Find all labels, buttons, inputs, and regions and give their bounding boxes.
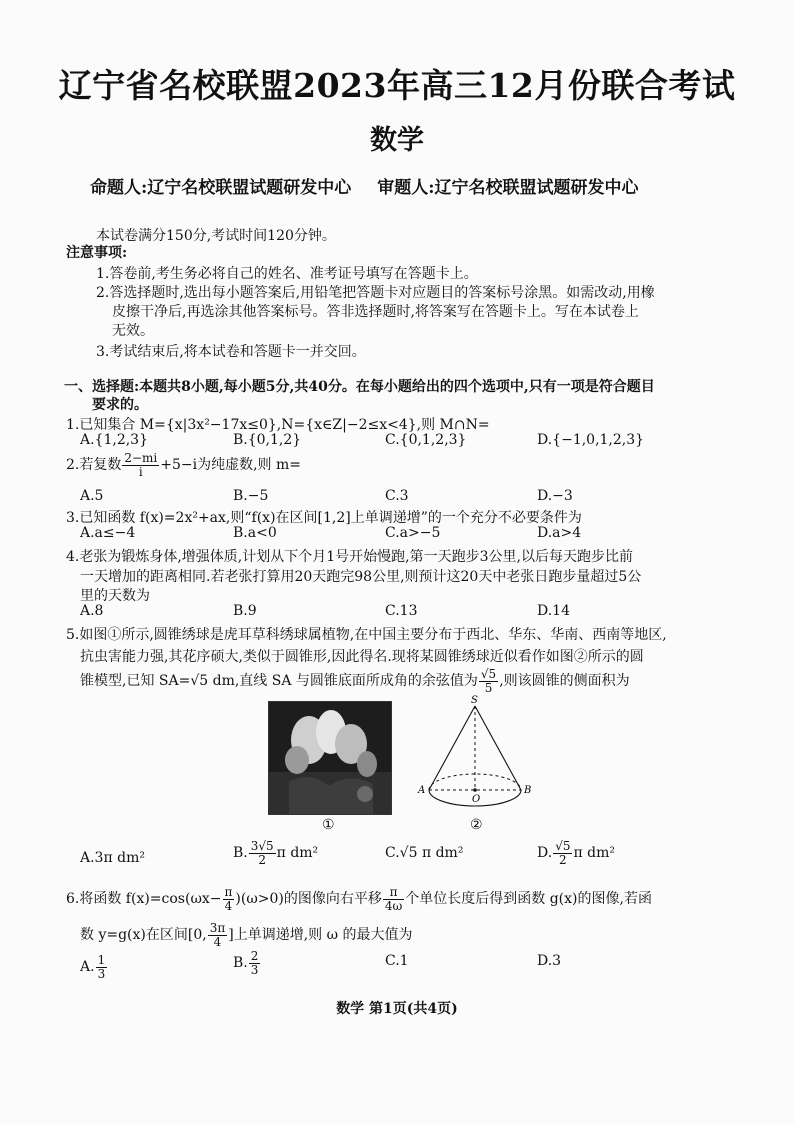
figure-2-label: ②: [470, 817, 483, 833]
q5-d-den: 2: [559, 852, 567, 867]
q2-option-b: B.−5: [233, 488, 269, 504]
q3-option-c: C.a>−5: [385, 525, 441, 541]
q5-option-a: A.3π dm²: [80, 850, 145, 866]
q6-b-num: 2: [250, 949, 259, 963]
notes-heading: 注意事项:: [66, 245, 128, 261]
q2-fraction: [122, 452, 159, 478]
q5-d-label: D.: [537, 845, 553, 862]
q5-option-c: C.√5 π dm²: [385, 845, 464, 861]
note-3: 3.考试结束后,将本试卷和答题卡一并交回。: [96, 344, 366, 360]
q2-frac-den: i: [138, 464, 143, 479]
page-footer: 数学 第1页(共4页): [336, 1001, 458, 1017]
q3-option-a: A.a≤−4: [80, 525, 136, 541]
q6-line1: [66, 886, 652, 912]
note-2-line1: 2.答选择题时,选出每小题答案后,用铅笔把答题卡对应题目的答案标号涂黑。如需改动,用橡: [96, 285, 655, 301]
q6-interval-num: 3π: [209, 921, 226, 935]
section-heading: 一、选择题:本题共8小题,每小题5分,共40分。在每小题给出的四个选项中,只有一项是符合题目: [64, 379, 655, 395]
authors-line: [90, 173, 639, 198]
q6-a-fraction: [96, 954, 108, 980]
q5-option-d: [537, 840, 615, 866]
q6-line2: [80, 922, 412, 948]
q6-shift-fraction: [383, 886, 404, 912]
q5-b-label: B.: [233, 845, 248, 862]
q5-b-den: 2: [258, 852, 267, 867]
q5-line3-pre: 锥模型,已知 SA=√5 dm,直线 SA 与圆锥底面所成角的余弦值为: [80, 673, 478, 690]
note-2-line3: 无效。: [112, 323, 154, 339]
q2-suffix: +5−i为纯虚数,则 m=: [160, 457, 302, 474]
q4-line2: 一天增加的距离相同.若老张打算用20天跑完98公里,则预计这20天中老张日跑步量超过5公: [80, 569, 642, 585]
q5-d-fraction: [553, 840, 572, 866]
note-2-line2: 皮擦干净后,再选涂其他答案标号。答非选择题时,将答案写在答题卡上。写在本试卷上: [112, 304, 639, 320]
section-heading-cont: 要求的。: [92, 397, 148, 413]
cone-label-o: O: [472, 794, 481, 805]
q4-line3: 里的天数为: [80, 588, 150, 604]
q6-l1-b: )(ω>0)的图像向右平移: [235, 891, 382, 908]
q4-option-c: C.13: [385, 603, 418, 619]
q6-shift-den: 4ω: [384, 898, 403, 913]
q6-phase-num: π: [224, 885, 233, 899]
exam-title: 辽宁省名校联盟2023年高三12月份联合考试: [58, 66, 736, 105]
q6-l2-a: 数 y=g(x)在区间[0,: [80, 927, 207, 944]
q4-line1: 4.老张为锻炼身体,增强体质,计划从下个月1号开始慢跑,第一天跑步3公里,以后每天跑步比前: [66, 549, 633, 565]
q2-frac-num: 2−mi: [124, 451, 158, 465]
q6-option-b: [233, 950, 261, 976]
q6-b-den: 3: [250, 962, 259, 977]
hydrangea-photo-image: [269, 702, 391, 814]
q1-option-c: C.{0,1,2,3}: [385, 432, 467, 448]
q6-l2-b: ]上单调递增,则 ω 的最大值为: [228, 927, 413, 944]
q5-option-b: [233, 840, 318, 866]
q5-b-num: 3√5: [250, 839, 274, 853]
q6-l1-c: 个单位长度后得到函数 g(x)的图像,若函: [405, 891, 652, 908]
cone-label-b: B: [524, 785, 532, 796]
q5-b-fraction: [249, 840, 276, 866]
q6-phase-den: 4: [224, 898, 233, 913]
q6-phase-fraction: [223, 886, 235, 912]
q4-option-a: A.8: [80, 603, 104, 619]
q3-stem: 3.已知函数 f(x)=2x²+ax,则“f(x)在区间[1,2]上单调递增”的一个充分不必要条件为: [66, 510, 582, 526]
q5-line3-post: ,则该圆锥的侧面积为: [499, 673, 630, 690]
cone-label-a: A: [418, 785, 426, 796]
q2-option-a: A.5: [80, 488, 104, 504]
q5-line1: 5.如图①所示,圆锥绣球是虎耳草科绣球属植物,在中国主要分布于西北、华东、华南、西南等地区,: [66, 627, 667, 643]
author: 命题人:辽宁名校联盟试题研发中心: [90, 178, 352, 198]
subject-title: 数学: [370, 125, 424, 156]
q2-option-c: C.3: [385, 488, 409, 504]
q5-line2: 抗虫害能力强,其花序硕大,类似于圆锥形,因此得名.现将某圆锥绣球近似看作如图②所示的圆: [80, 649, 644, 665]
q5-d-unit: π dm²: [573, 845, 615, 862]
q6-a-label: A.: [80, 959, 95, 976]
q1-option-b: B.{0,1,2}: [233, 432, 302, 448]
q1-option-d: D.{−1,0,1,2,3}: [537, 432, 645, 448]
q6-option-d: D.3: [537, 953, 562, 969]
q5-cos-num: √5: [480, 667, 497, 681]
q2-stem: [66, 452, 301, 478]
cone-diagram: [415, 694, 535, 818]
q4-option-b: B.9: [233, 603, 257, 619]
q1-stem: 1.已知集合 M={x|3x²−17x≤0},N={x∈Z|−2≤x<4},则 M∩N=: [66, 417, 490, 433]
q5-b-unit: π dm²: [276, 845, 319, 862]
q4-option-d: D.14: [537, 603, 570, 619]
figure-1-label: ①: [322, 817, 335, 833]
q5-cos-fraction: [479, 668, 498, 694]
q6-option-c: C.1: [385, 953, 409, 969]
q6-interval-fraction: [208, 922, 228, 948]
q3-option-d: D.a>4: [537, 525, 582, 541]
q2-prefix: 2.若复数: [66, 457, 122, 474]
cone-label-s: S: [471, 695, 478, 706]
q2-option-d: D.−3: [537, 488, 573, 504]
q1-option-a: A.{1,2,3}: [80, 432, 148, 448]
note-1: 1.答卷前,考生务必将自己的姓名、准考证号填写在答题卡上。: [96, 266, 478, 282]
score-line: 本试卷满分150分,考试时间120分钟。: [96, 228, 336, 244]
q5-d-num: √5: [555, 839, 571, 853]
q5-cos-den: 5: [484, 680, 493, 695]
q6-option-a: [80, 954, 108, 980]
q3-option-b: B.a<0: [233, 525, 277, 541]
q6-interval-den: 4: [213, 934, 222, 949]
q5-line3: [80, 668, 630, 694]
q6-a-den: 3: [97, 966, 106, 981]
q6-l1-a: 6.将函数 f(x)=cos(ωx−: [66, 891, 222, 908]
hydrangea-photo: [268, 701, 392, 815]
q6-shift-num: π: [383, 886, 404, 900]
reviewer: 审题人:辽宁名校联盟试题研发中心: [377, 178, 639, 198]
q6-a-num: 1: [97, 953, 106, 967]
q6-b-fraction: [249, 950, 261, 976]
q6-b-label: B.: [233, 955, 248, 972]
